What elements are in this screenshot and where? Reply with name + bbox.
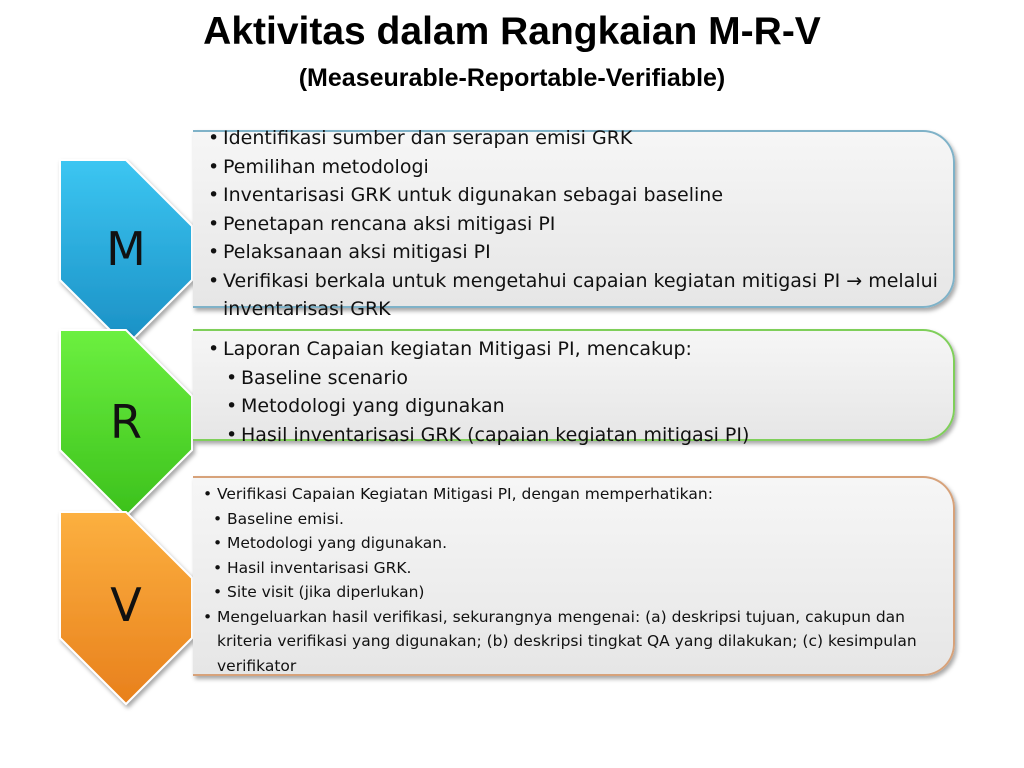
v-subitem-hasil: • Hasil inventarisasi GRK. <box>211 556 939 581</box>
v-sublist <box>201 507 939 605</box>
page-subtitle: (Measeurable-Reportable-Verifiable) <box>298 64 726 92</box>
v-letter: V <box>110 578 142 632</box>
r-content-box <box>193 329 955 446</box>
v-content-box <box>193 476 955 676</box>
m-list <box>205 124 939 324</box>
v-list <box>201 482 939 507</box>
r-subitem-hasil: • Hasil inventarisasi GRK (capaian kegiatan mitigasi PI) <box>223 421 939 450</box>
m-item-verifikasi: • Verifikasi berkala untuk mengetahui capaian kegiatan mitigasi PI → melalui inventarisasi GRK <box>205 267 939 324</box>
m-letter: M <box>106 222 146 276</box>
v-subitem-site-visit: • Site visit (jika diperlukan) <box>211 580 939 605</box>
r-letter: R <box>110 395 142 449</box>
m-item-pelaksanaan: • Pelaksanaan aksi mitigasi PI <box>205 238 939 267</box>
v-item-mengeluarkan: • Mengeluarkan hasil verifikasi, sekurangnya mengenai: (a) deskripsi tujuan, cakupun dan kriteria verifikasi yang digunakan; (b) deskripsi tingkat QA yang dilakukan; (c) kesimpulan verifikator <box>201 605 939 679</box>
m-item-pemilihan: • Pemilihan metodologi <box>205 153 939 182</box>
r-subitem-metodologi: • Metodologi yang digunakan <box>223 392 939 421</box>
r-list <box>205 335 939 364</box>
m-item-penetapan: • Penetapan rencana aksi mitigasi PI <box>205 210 939 239</box>
m-item-identifikasi: • Identifikasi sumber dan serapan emisi GRK <box>205 124 939 153</box>
v-subitem-baseline: • Baseline emisi. <box>211 507 939 532</box>
page-title: Aktivitas dalam Rangkaian M-R-V <box>203 10 821 53</box>
r-subitem-baseline: • Baseline scenario <box>223 364 939 393</box>
r-sublist <box>205 364 939 450</box>
v-item-verifikasi: • Verifikasi Capaian Kegiatan Mitigasi PI, dengan memperhatikan: <box>201 482 939 507</box>
v-list-2 <box>201 605 939 679</box>
m-content-box <box>193 127 955 320</box>
m-item-inventarisasi: • Inventarisasi GRK untuk digunakan sebagai baseline <box>205 181 939 210</box>
v-subitem-metodologi: • Metodologi yang digunakan. <box>211 531 939 556</box>
r-item-laporan-text: Laporan Capaian kegiatan Mitigasi PI, mencakup: <box>223 338 692 360</box>
r-item-laporan <box>205 335 939 364</box>
